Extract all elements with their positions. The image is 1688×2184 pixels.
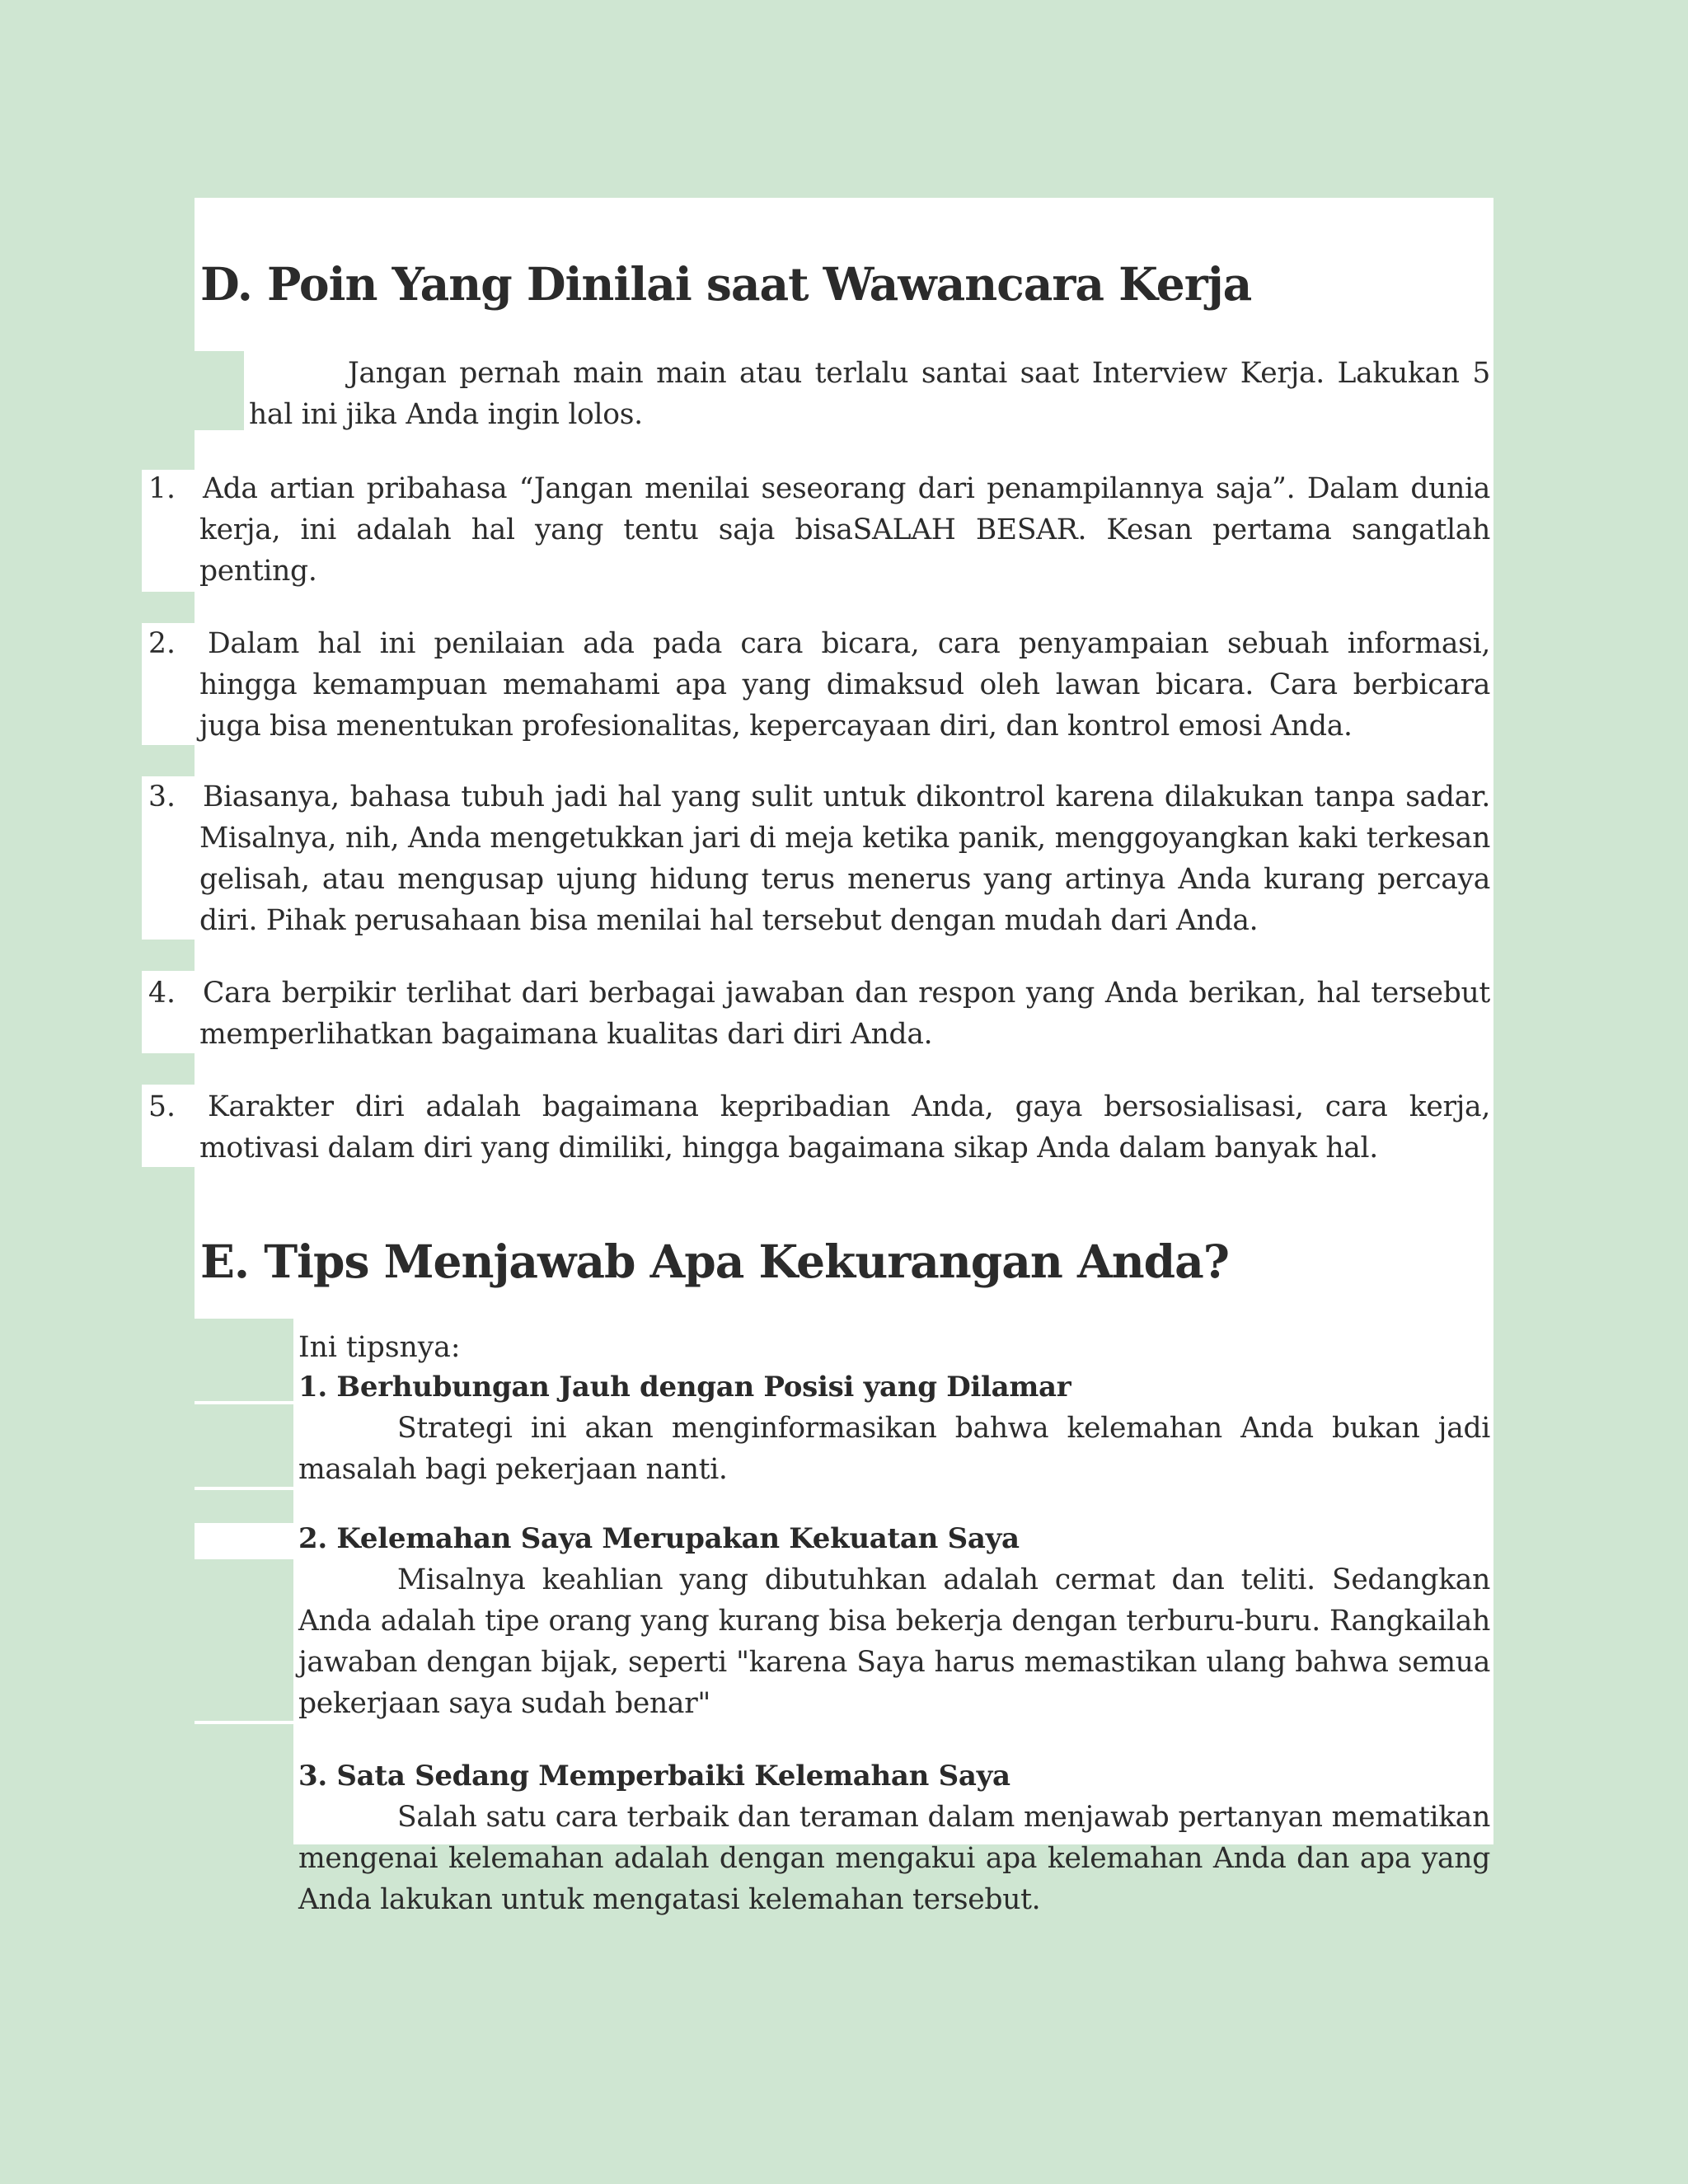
list-item: Ada artian pribahasa “Jangan menilai seseorang dari penampilannya saja”. Dalam dunia kerja, ini adalah hal yang tentu saja bisaSALAH BESAR. Kesan pertama sangatlah penting. (199, 472, 1490, 588)
list-number: 2. (148, 627, 176, 660)
list-number: 3. (148, 780, 176, 813)
panel-notch (195, 1490, 293, 1523)
panel-notch (195, 1404, 293, 1487)
section-d-heading: D. Poin Yang Dinilai saat Wawancara Kerja (200, 257, 1252, 311)
tip-text: Misalnya keahlian yang dibutuhkan adalah cermat dan teliti. Sedangkan Anda adalah tipe orang yang kurang bisa bekerja dengan terburu-buru. Rangkailah jawaban dengan bijak, seperti "karena Saya harus memastikan ulang bahwa semua pekerjaan saya sudah benar" (298, 1563, 1490, 1720)
list-item: Karakter diri adalah bagaimana kepribadian Anda, gaya bersosialisasi, cara kerja, motivasi dalam diri yang dimiliki, hingga bagaimana sikap Anda dalam banyak hal. (199, 1090, 1490, 1165)
section-e-intro: Ini tipsnya: (298, 1331, 461, 1364)
panel-notch (195, 1892, 293, 1917)
tip-title: 2. Kelemahan Saya Merupakan Kekuatan Saya (298, 1522, 1020, 1555)
list-item: Biasanya, bahasa tubuh jadi hal yang sulit untuk dikontrol karena dilakukan tanpa sadar. Misalnya, nih, Anda mengetukkan jari di meja ketika panik, menggoyangkan kaki terkesan gelisah, atau mengusap ujung hidung terus menerus yang artinya Anda kurang percaya diri. Pihak perusahaan bisa menilai hal tersebut dengan mudah dari Anda. (199, 780, 1490, 937)
section-e-heading: E. Tips Menjawab Apa Kekurangan Anda? (200, 1235, 1230, 1288)
panel-notch (195, 351, 244, 430)
section-d-intro: Jangan pernah main main atau terlalu santai saat Interview Kerja. Lakukan 5 hal ini jika Anda ingin lolos. (249, 357, 1490, 431)
panel-notch (195, 1319, 293, 1401)
list-number: 4. (148, 977, 176, 1010)
list-item: Dalam hal ini penilaian ada pada cara bicara, cara penyampaian sebuah informasi, hingga kemampuan memahami apa yang dimaksud oleh lawan bicara. Cara berbicara juga bisa menentukan profesionalitas, kepercayaan diri, dan kontrol emosi Anda. (199, 627, 1490, 743)
panel-notch (195, 1559, 293, 1721)
tip-text: Strategi ini akan menginformasikan bahwa kelemahan Anda bukan jadi masalah bagi pekerjaan nanti. (298, 1412, 1490, 1486)
tip-title: 3. Sata Sedang Memperbaiki Kelemahan Saya (298, 1760, 1010, 1793)
tip-title: 1. Berhubungan Jauh dengan Posisi yang Dilamar (298, 1371, 1071, 1404)
list-number: 5. (148, 1090, 176, 1123)
tip-text: Salah satu cara terbaik dan teraman dalam menjawab pertanyan mematikan mengenai kelemahan adalah dengan mengakui apa kelemahan Anda dan apa yang Anda lakukan untuk mengatasi kelemahan tersebut. (298, 1801, 1490, 1916)
panel-notch (195, 1724, 293, 1889)
list-item: Cara berpikir terlihat dari berbagai jawaban dan respon yang Anda berikan, hal tersebut memperlihatkan bagaimana kualitas dari diri Anda. (199, 977, 1490, 1051)
list-number: 1. (148, 472, 176, 505)
